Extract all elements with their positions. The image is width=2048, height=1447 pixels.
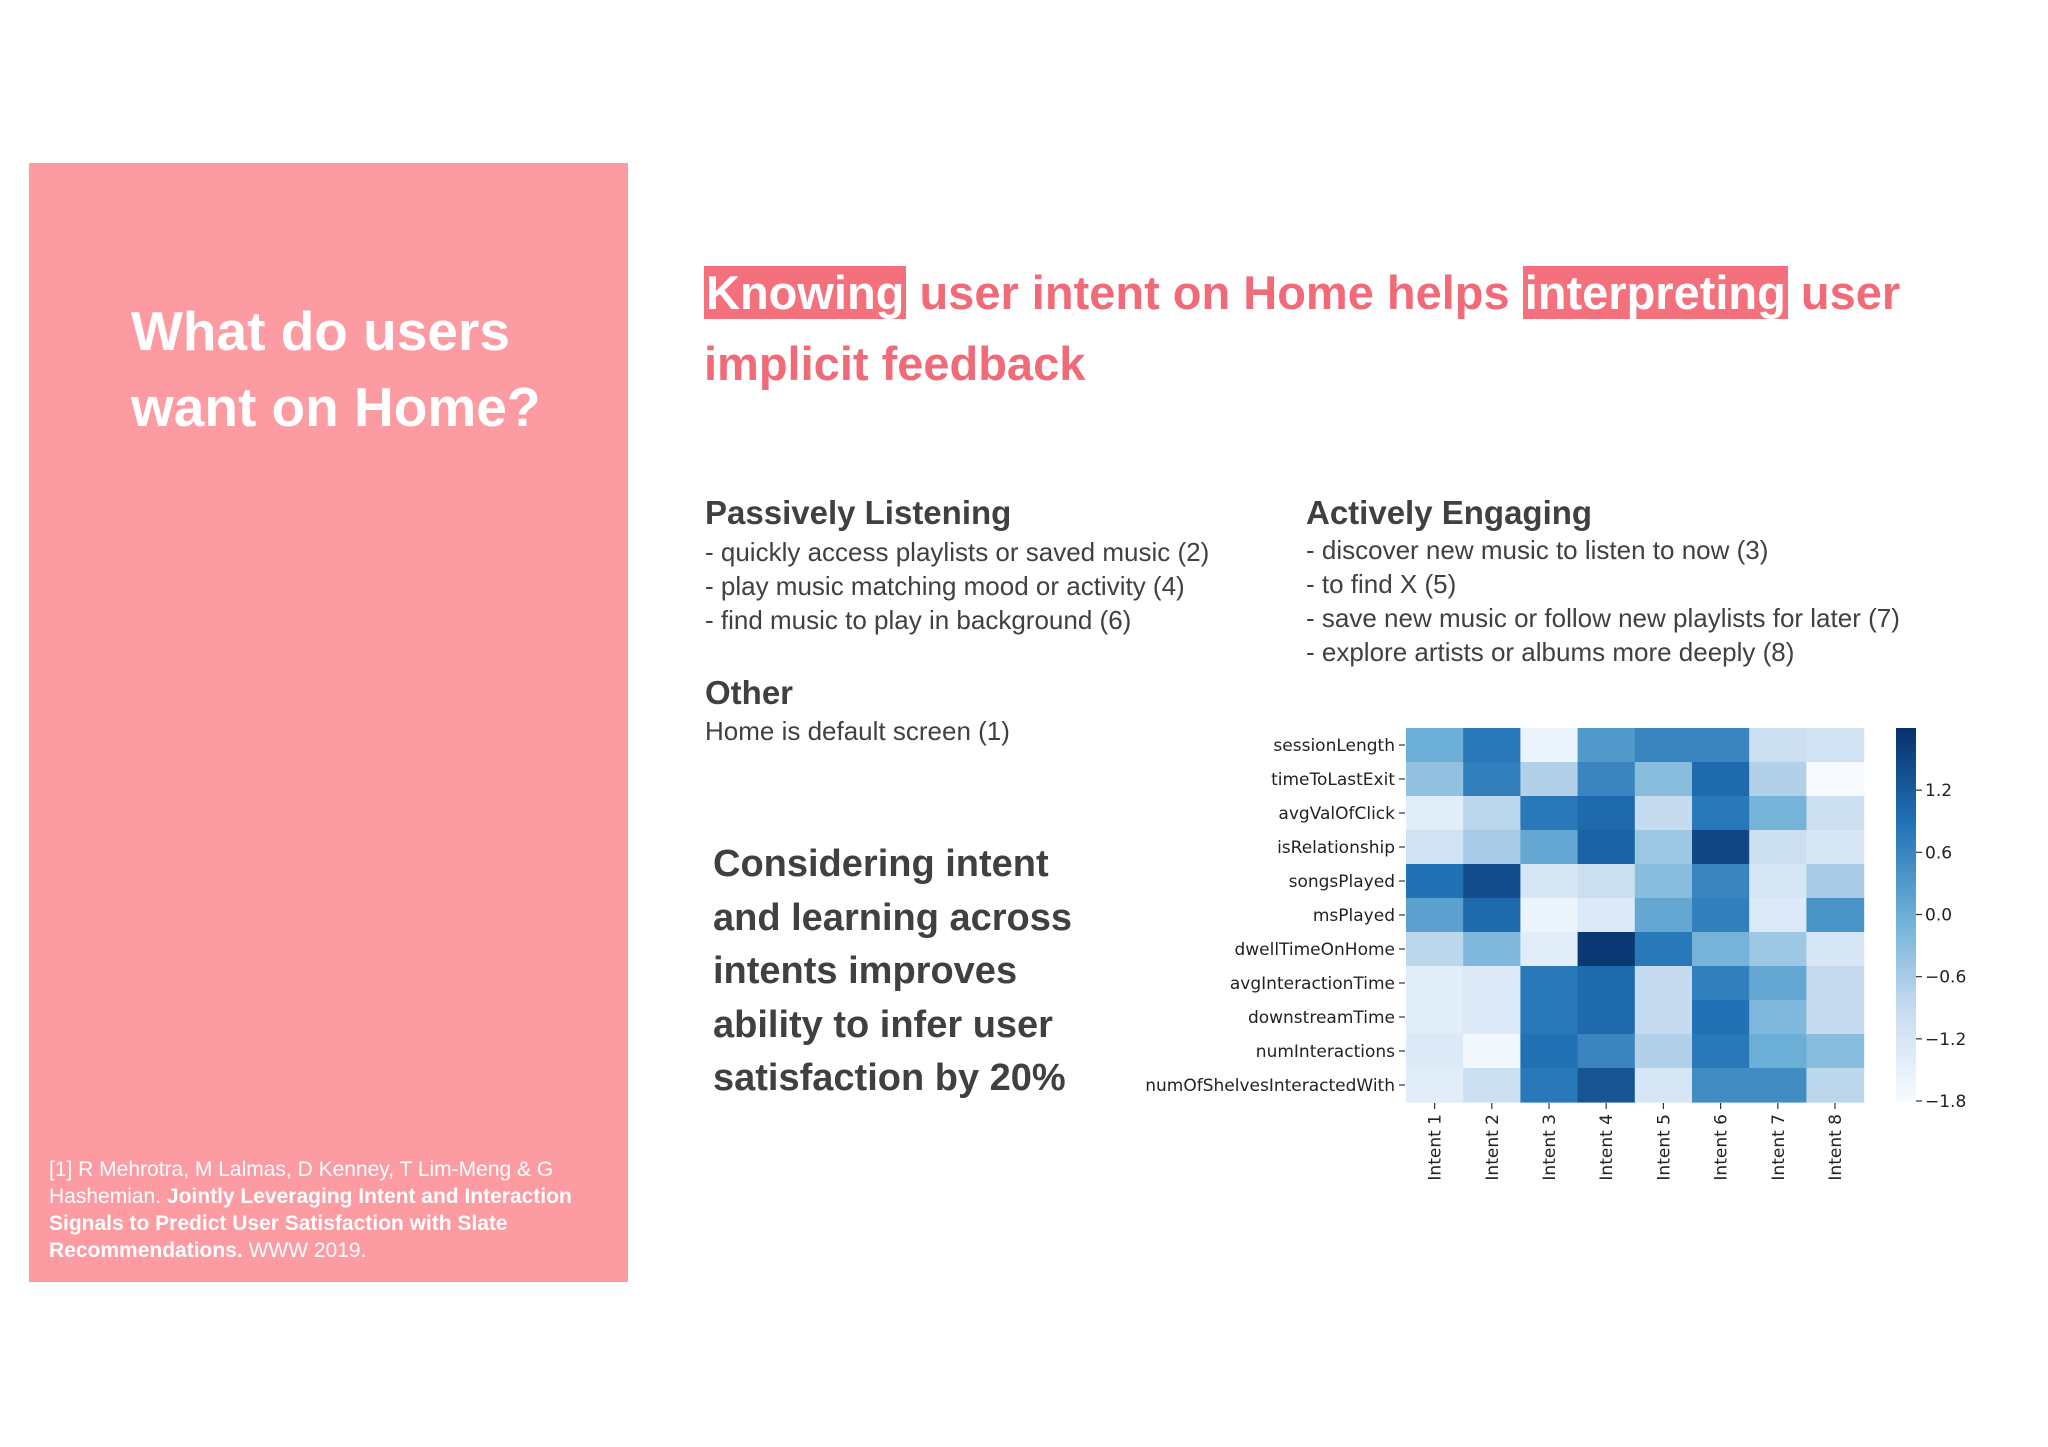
y-tick-label: downstreamTime (1247, 1008, 1395, 1028)
heatmap-cell (1578, 796, 1636, 831)
list-item: - quickly access playlists or saved music (2) (705, 537, 1210, 567)
heatmap-cell (1635, 932, 1693, 967)
list-item: - explore artists or albums more deeply (8) (1306, 637, 1795, 667)
heatmap-cell (1463, 1000, 1521, 1035)
heatmap-cell (1635, 796, 1693, 831)
heatmap-cell (1692, 966, 1750, 1001)
y-tick-label: sessionLength (1273, 736, 1395, 756)
heatmap-cell (1406, 762, 1464, 797)
heatmap-cell (1463, 728, 1521, 763)
heatmap-cell (1578, 864, 1636, 899)
heatmap-cell (1406, 1034, 1464, 1069)
heatmap-cell (1692, 1068, 1750, 1103)
y-tick-label: numOfShelvesInteractedWith (1145, 1076, 1395, 1096)
heatmap-cell (1463, 932, 1521, 967)
colorbar-tick-label: −0.6 (1925, 967, 1967, 988)
x-tick-label: Intent 7 (1768, 1114, 1789, 1181)
heatmap-cell (1806, 864, 1864, 899)
y-tick-label: dwellTimeOnHome (1234, 940, 1395, 960)
heatmap-cell (1463, 762, 1521, 797)
y-tick-label: timeToLastExit (1271, 770, 1395, 790)
heatmap-cell (1692, 762, 1750, 797)
heatmap-cell (1749, 1068, 1807, 1103)
heatmap-cell (1578, 1000, 1636, 1035)
heatmap-cell (1806, 1000, 1864, 1035)
heatmap-cell (1692, 864, 1750, 899)
heatmap-cell (1520, 966, 1578, 1001)
heatmap-cell (1749, 864, 1807, 899)
conclusion-line: Considering intent (713, 843, 1049, 885)
heatmap-cell (1806, 966, 1864, 1001)
heatmap-cell (1406, 830, 1464, 865)
heatmap-cell (1692, 932, 1750, 967)
y-tick-label: numInteractions (1255, 1042, 1395, 1062)
heatmap-cell (1749, 932, 1807, 967)
sidebar-title: What do users want on Home? (131, 300, 541, 438)
heatmap-cell (1692, 1000, 1750, 1035)
heatmap-cell (1806, 762, 1864, 797)
heatmap-cell (1749, 796, 1807, 831)
conclusion-line: and learning across (713, 896, 1073, 939)
citation-venue: WWW 2019. (248, 1239, 367, 1262)
heatmap-cell (1463, 898, 1521, 933)
conclusion-line: ability to infer user (713, 1003, 1053, 1046)
heatmap-cell (1463, 864, 1521, 899)
heatmap-cell (1406, 932, 1464, 967)
conclusion-line: satisfaction by 20% (713, 1057, 1066, 1099)
heatmap-cell (1806, 1068, 1864, 1103)
heatmap-cell (1578, 966, 1636, 1001)
colorbar (1896, 728, 1916, 1101)
list-item: - play music matching mood or activity (4) (705, 571, 1185, 601)
other-text: Home is default screen (1) (705, 716, 1010, 746)
heatmap-cell (1806, 932, 1864, 967)
heatmap-cell (1806, 1034, 1864, 1069)
y-tick-label: isRelationship (1277, 838, 1395, 858)
x-tick-label: Intent 6 (1711, 1114, 1732, 1181)
colorbar-tick-label: 0.0 (1925, 905, 1953, 926)
headline-text-2: user implicit feedback (704, 266, 1901, 390)
x-tick-label: Intent 2 (1482, 1114, 1503, 1181)
other-title: Other (705, 674, 794, 711)
citation-title: Jointly Leveraging Intent and Interaction Signals to Predict User Satisfaction with Slate Recommendations. (49, 1185, 572, 1262)
active-title: Actively Engaging (1306, 494, 1593, 531)
heatmap-cell (1406, 728, 1464, 763)
y-tick-label: songsPlayed (1288, 872, 1395, 892)
heatmap-cell (1463, 1068, 1521, 1103)
heatmap-cell (1406, 864, 1464, 899)
citation-authors: [1] R Mehrotra, M Lalmas, D Kenney, T Lim-Meng & G Hashemian. (49, 1158, 554, 1208)
heatmap-cell (1520, 728, 1578, 763)
heatmap-cell (1635, 898, 1693, 933)
list-item: - to find X (5) (1306, 569, 1457, 599)
heatmap-cell (1406, 966, 1464, 1001)
y-tick-label: avgInteractionTime (1229, 974, 1395, 994)
x-tick-label: Intent 5 (1654, 1114, 1675, 1181)
conclusion-line: intents improves (713, 950, 1018, 992)
heatmap-cell (1463, 830, 1521, 865)
heatmap-cell (1806, 898, 1864, 933)
heatmap-cell (1806, 728, 1864, 763)
heatmap-cell (1635, 864, 1693, 899)
heatmap-cell (1806, 796, 1864, 831)
heatmap-cell (1749, 898, 1807, 933)
colorbar-tick-label: −1.8 (1925, 1092, 1967, 1112)
heatmap-cell (1749, 830, 1807, 865)
heatmap-cell (1520, 1034, 1578, 1069)
heatmap-cell (1749, 728, 1807, 763)
heatmap-cell (1520, 864, 1578, 899)
heatmap-cell (1635, 1068, 1693, 1103)
y-tick-label: avgValOfClick (1278, 804, 1395, 824)
heatmap-cell (1406, 1000, 1464, 1035)
headline-text-1: user intent on Home helps (906, 266, 1523, 319)
heatmap-cell (1520, 796, 1578, 831)
heatmap-cell (1578, 932, 1636, 967)
heatmap-cell (1520, 1068, 1578, 1103)
heatmap-cell (1749, 966, 1807, 1001)
x-tick-label: Intent 1 (1425, 1114, 1446, 1181)
list-item: - save new music or follow new playlists for later (7) (1306, 603, 1900, 633)
headline-highlight-interpreting: interpreting (1524, 266, 1786, 319)
heatmap-cell (1520, 762, 1578, 797)
heatmap-cell (1406, 796, 1464, 831)
heatmap-cell (1749, 762, 1807, 797)
heatmap-cell (1520, 898, 1578, 933)
heatmap-cell (1463, 966, 1521, 1001)
colorbar-tick-label: −1.2 (1925, 1029, 1967, 1050)
x-tick-label: Intent 3 (1540, 1114, 1560, 1181)
list-item: - find music to play in background (6) (705, 605, 1132, 635)
heatmap-cell (1578, 898, 1636, 933)
x-tick-label: Intent 4 (1597, 1114, 1618, 1181)
colorbar-tick-label: 1.2 (1925, 781, 1953, 802)
heatmap-cell (1635, 830, 1693, 865)
heatmap-cell (1578, 728, 1636, 763)
heatmap-cell (1578, 762, 1636, 797)
heatmap-cell (1806, 830, 1864, 865)
heatmap-cell (1749, 1000, 1807, 1035)
heatmap-cell (1635, 966, 1693, 1001)
heatmap-cell (1578, 830, 1636, 865)
heatmap-cell (1520, 830, 1578, 865)
heatmap-cell (1406, 898, 1464, 933)
heatmap-cell (1635, 728, 1693, 763)
heatmap-cell (1520, 1000, 1578, 1035)
heatmap-cell (1578, 1068, 1636, 1103)
heatmap-cell (1463, 1034, 1521, 1069)
heatmap-cell (1692, 796, 1750, 831)
heatmap-cell (1635, 1000, 1693, 1035)
heatmap-cell (1463, 796, 1521, 831)
list-item: - discover new music to listen to now (3) (1306, 535, 1769, 565)
headline-highlight-knowing: Knowing (706, 266, 905, 319)
heatmap-cell (1520, 932, 1578, 967)
heatmap-cell (1578, 1034, 1636, 1069)
heatmap-cell (1749, 1034, 1807, 1069)
heatmap-cell (1635, 1034, 1693, 1069)
heatmap-cell (1692, 1034, 1750, 1069)
colorbar-tick-label: 0.6 (1925, 843, 1953, 864)
heatmap-cell (1692, 830, 1750, 865)
heatmap-cell (1692, 898, 1750, 933)
heatmap-cell (1692, 728, 1750, 763)
passive-title: Passively Listening (705, 494, 1012, 531)
heatmap-cell (1406, 1068, 1464, 1103)
heatmap-cell (1635, 762, 1693, 797)
x-tick-label: Intent 8 (1826, 1114, 1846, 1181)
y-tick-label: msPlayed (1312, 906, 1395, 926)
